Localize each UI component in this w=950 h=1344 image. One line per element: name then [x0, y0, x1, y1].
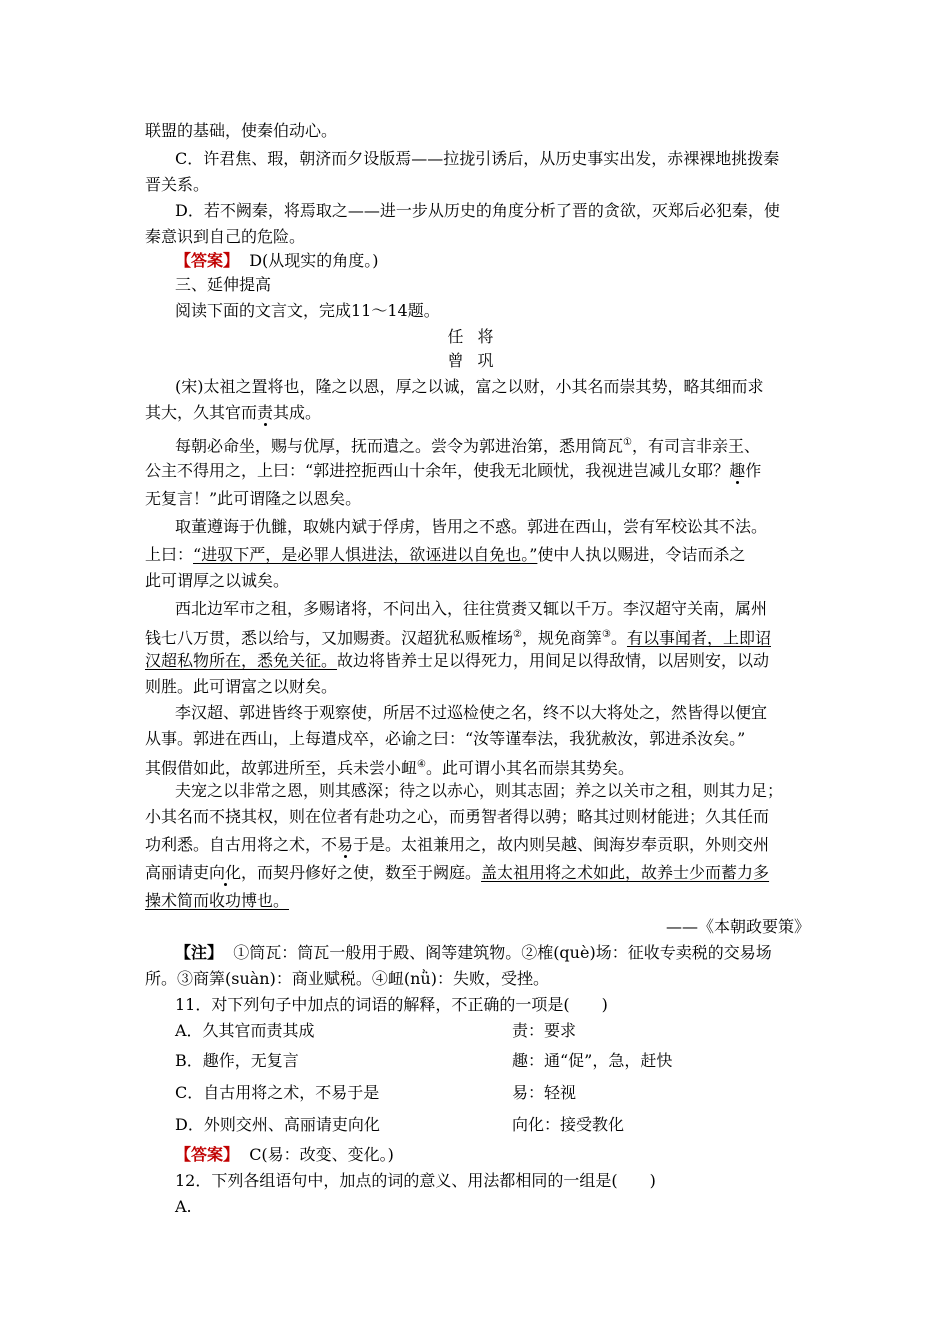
option-a	[175, 1018, 840, 1044]
text-span: 使中人执以赐进，令诘而杀之	[537, 545, 746, 564]
text-span: 每朝必命坐，赐与优厚，抚而遣之。尝令为郭进治第，悉用筒瓦	[175, 436, 624, 456]
passage-author: 曾巩	[447, 351, 508, 370]
dotted-word: 趣	[729, 461, 746, 480]
passage-line: 李汉超、郭进皆终于观察使，所居不过巡检使之名，终不以大将处之，然皆得以便宜	[175, 703, 768, 722]
underlined-sentence: 有以事闻者，上即诏	[626, 628, 771, 648]
answer-text: C(易：改变、变化。)	[249, 1145, 394, 1164]
option-d	[175, 1112, 840, 1138]
text-span: 其大，久其官而	[145, 403, 258, 422]
option-b-right: 趣：通“促”，急，赶快	[512, 1051, 673, 1070]
text-span: 作	[745, 461, 762, 480]
text-span: ，有司言非亲王、	[631, 436, 760, 456]
text-span: ，规免商筭	[521, 628, 602, 648]
source-citation: ——《本朝政要策》	[665, 917, 810, 936]
question-12: 12．下列各组语句中，加点的词的意义、用法都相同的一组是( )	[175, 1171, 656, 1190]
answer-line	[175, 248, 840, 274]
text-span: 功利悉。自古用将之术，不	[145, 835, 338, 854]
instruction: 阅读下面的文言文，完成11～14题。	[175, 301, 440, 320]
passage-line	[145, 400, 810, 426]
text-span: 公主不得用之，上曰：“郭进控扼西山十余年，使我无北顾忧，我视进岂减儿女耶？	[145, 461, 730, 480]
dotted-word: 责	[257, 403, 274, 422]
passage-line: 小其名而不挠其权，则在位者有赴功之心，而勇智者得以骋；略其过则材能进；久其任而	[145, 807, 770, 826]
footnote-marker: ③	[602, 629, 611, 640]
notes-line	[175, 940, 840, 966]
answer-text: D(从现实的角度。)	[249, 251, 379, 270]
text-line: 晋关系。	[145, 175, 210, 194]
option-a: A.	[175, 1197, 192, 1216]
option-c	[175, 1080, 840, 1106]
passage-line	[145, 542, 810, 568]
underlined-sentence: “进驭下严，是必罪人惧进法，欲诬进以自免也。”	[193, 545, 538, 564]
answer-label: 【答案】	[175, 1145, 240, 1164]
text-span: ①筒瓦：筒瓦一般用于殿、阁等建筑物。②榷(què)场：征收专卖税的交易场	[233, 943, 772, 962]
option-c-line: C．许君焦、瑕，朝济而夕设版焉——拉拢引诱后，从历史事实出发，赤裸裸地挑拨秦	[175, 149, 780, 168]
passage-line	[145, 860, 810, 886]
option-d-right: 向化：接受教化	[512, 1115, 625, 1134]
question-11: 11．对下列句子中加点的词语的解释，不正确的一项是( )	[175, 995, 608, 1014]
passage-line: 此可谓厚之以诚矣。	[145, 571, 290, 590]
passage-line: 西北边军市之租，多赐诸将，不问出入，往往赏赉又辄以千万。李汉超守关南，属州	[175, 599, 768, 618]
option-a-left: A．久其官而责其成	[175, 1021, 315, 1040]
passage-line	[145, 832, 810, 858]
passage-line	[145, 458, 810, 484]
notes-label: 【注】	[175, 943, 224, 962]
passage-line: 从事。郭进在西山，上每遣戍卒，必谕之曰：“汝等谨奉法，我犹赦汝，郭进杀汝矣。”	[145, 729, 746, 748]
underlined-sentence: 汉超私物所在，悉免关征。	[145, 651, 338, 670]
dotted-word: 易	[337, 835, 354, 854]
text-span: 于是。太祖兼用之，故内则吴越、闽海岁奉贡职，外则交州	[353, 835, 770, 854]
text-line: 联盟的基础，使秦伯动心。	[145, 121, 338, 140]
footnote-marker: ②	[513, 629, 522, 640]
option-b	[175, 1048, 840, 1074]
notes-line: 所。③商筭(suàn)：商业赋税。④衄(nǜ)：失败，受挫。	[145, 969, 549, 988]
text-span: 故边将皆养士足以得死力，用间足以得敌情，以居则安，以动	[337, 651, 770, 670]
text-line: 秦意识到自己的危险。	[145, 227, 306, 246]
passage-line: 取董遵诲于仇雠，取姚内斌于俘虏，皆用之不惑。郭进在西山，尝有军校讼其不法。	[175, 517, 768, 536]
option-b-left: B．趣作，无复言	[175, 1051, 299, 1070]
passage-line: 夫宠之以非常之恩，则其感深；待之以赤心，则其志固；养之以关市之租，则其力足；	[175, 781, 784, 800]
dotted-word: 向化	[209, 863, 242, 882]
section-heading: 三、延伸提高	[175, 275, 272, 294]
footnote-marker: ④	[417, 759, 426, 770]
answer-label: 【答案】	[175, 251, 240, 270]
passage-line: 无复言！”此可谓隆之以恩矣。	[145, 489, 362, 508]
passage-line	[145, 752, 810, 781]
text-span: 钱七八万贯，悉以给与，又加赐赉。汉超犹私贩榷场	[145, 628, 514, 648]
passage-line: 则胜。此可谓富之以财矣。	[145, 677, 338, 696]
footnote-marker: ①	[623, 437, 632, 448]
underlined-sentence: 盖太祖用将之术如此，故养士少而蓄力多	[481, 863, 770, 882]
passage-title: 任将	[447, 327, 508, 346]
passage-line	[145, 648, 810, 674]
passage-line: (宋)太祖之置将也，隆之以恩，厚之以诚，富之以财，小其名而崇其势，略其细而求	[175, 377, 764, 396]
option-a-right: 责：要求	[512, 1021, 577, 1040]
text-span: 高丽请吏	[145, 863, 210, 882]
text-span: 其假借如此，故郭进所至，兵未尝小衄	[145, 758, 418, 778]
underlined-sentence: 操术简而收功博也。	[145, 891, 290, 910]
text-span: 其成。	[273, 403, 322, 422]
text-span: 上曰：	[145, 545, 194, 564]
option-c-right: 易：轻视	[512, 1083, 577, 1102]
passage-line	[175, 430, 840, 459]
passage-line: 钱七八万贯，悉以给与，又加赐赉。汉超犹私贩榷场②，规免商筭③。有以事闻者，上即诏	[145, 628, 771, 648]
text-span: 。此可谓小其名而崇其势矣。	[425, 758, 634, 778]
option-d-left: D．外则交州、高丽请吏向化	[175, 1115, 380, 1134]
answer-line	[175, 1142, 840, 1168]
passage-line	[145, 888, 810, 914]
text-span: ，而契丹修好之使，数至于阙庭。	[241, 863, 482, 882]
option-c-left: C．自古用将之术，不易于是	[175, 1083, 380, 1102]
option-d-line: D．若不阙秦，将焉取之——进一步从历史的角度分析了晋的贪欲，灭郑后必犯秦，使	[175, 201, 780, 220]
